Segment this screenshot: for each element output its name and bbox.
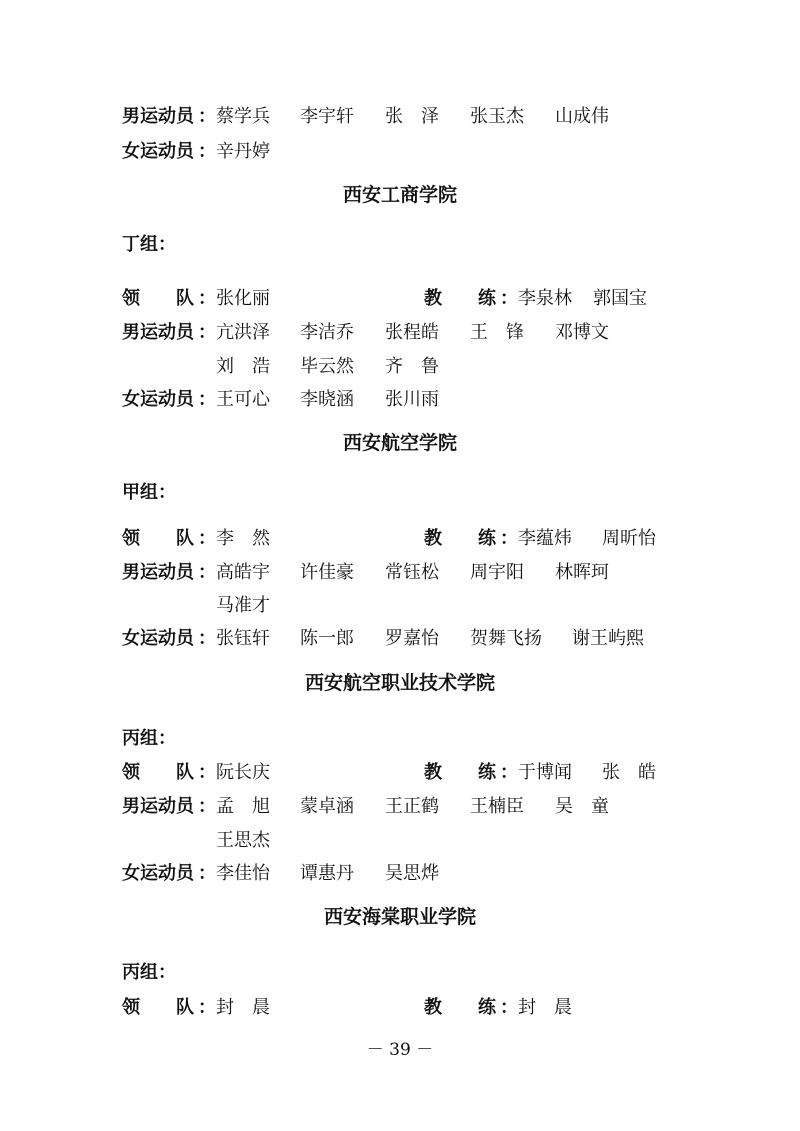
colon: ： <box>198 796 216 817</box>
male-athletes-row-continued <box>0 826 800 856</box>
leader-label: 领 队 <box>122 528 194 549</box>
athlete-name: 李洁乔 <box>300 322 354 343</box>
female-athletes-label: 女运动员 <box>122 863 194 884</box>
athlete-name: 许佳豪 <box>300 562 354 583</box>
athlete-name: 林晖珂 <box>555 562 609 583</box>
male-athletes-row <box>0 792 800 822</box>
athlete-name: 蒙卓涵 <box>300 796 354 817</box>
male-athletes-row <box>0 102 800 132</box>
colon: ： <box>198 528 216 549</box>
athlete-name: 王正鹤 <box>385 796 439 817</box>
leader-coach-row <box>0 284 800 314</box>
leader-name: 封 晨 <box>216 997 270 1018</box>
athlete-name: 王 锋 <box>470 322 524 343</box>
female-athletes-row <box>0 859 800 889</box>
athlete-name: 孟 旭 <box>216 796 270 817</box>
coach-label: 教 练 <box>424 997 496 1018</box>
school-title: 西安航空学院 <box>342 432 457 454</box>
leader-label: 领 队 <box>122 288 194 309</box>
coach-name: 封 晨 <box>518 997 572 1018</box>
colon: ： <box>198 322 216 343</box>
male-athletes-row-continued <box>0 591 800 621</box>
female-athletes-row <box>0 137 800 167</box>
male-athletes-row-continued <box>0 352 800 382</box>
athlete-name: 罗嘉怡 <box>385 628 439 649</box>
athlete-name: 谢王屿熙 <box>572 628 644 649</box>
athlete-name: 毕云然 <box>300 356 354 377</box>
coach-name: 周昕怡 <box>602 528 656 549</box>
male-athletes-label: 男运动员 <box>122 106 194 127</box>
athlete-name: 邓博文 <box>555 322 609 343</box>
female-athletes-label: 女运动员 <box>122 628 194 649</box>
leader-coach-row <box>0 993 800 1023</box>
coach-name: 张 皓 <box>602 762 656 783</box>
athlete-name: 陈一郎 <box>300 628 354 649</box>
athlete-name: 贺舞飞扬 <box>470 628 542 649</box>
coach-name: 李泉林 <box>518 288 572 309</box>
athlete-name: 张 泽 <box>385 106 439 127</box>
athlete-name: 张程皓 <box>385 322 439 343</box>
athlete-name: 周宇阳 <box>470 562 524 583</box>
group-label: 丁组： <box>122 234 176 255</box>
colon: ： <box>500 288 518 309</box>
leader-coach-row <box>0 758 800 788</box>
athlete-name: 王思杰 <box>216 830 270 851</box>
coach-label: 教 练 <box>424 528 496 549</box>
school-title: 西安航空职业技术学院 <box>304 672 495 694</box>
colon: ： <box>198 997 216 1018</box>
colon: ： <box>198 141 216 162</box>
colon: ： <box>198 288 216 309</box>
school-title: 西安工商学院 <box>342 184 457 206</box>
school-title: 西安海棠职业学院 <box>323 906 476 928</box>
athlete-name: 马准才 <box>216 595 270 616</box>
athlete-name: 李佳怡 <box>216 863 270 884</box>
colon: ： <box>198 863 216 884</box>
female-athletes-row <box>0 385 800 415</box>
colon: ： <box>198 106 216 127</box>
leader-coach-row <box>0 524 800 554</box>
female-athletes-label: 女运动员 <box>122 389 194 410</box>
colon: ： <box>198 389 216 410</box>
leader-name: 张化丽 <box>216 288 270 309</box>
athlete-name: 谭惠丹 <box>300 863 354 884</box>
leader-name: 阮长庆 <box>216 762 270 783</box>
athlete-name: 齐 鲁 <box>385 356 439 377</box>
colon: ： <box>198 762 216 783</box>
male-athletes-label: 男运动员 <box>122 796 194 817</box>
group-label: 丙组： <box>122 962 176 983</box>
athlete-name: 刘 浩 <box>216 356 270 377</box>
group-label: 丙组： <box>122 728 176 749</box>
colon: ： <box>500 997 518 1018</box>
leader-label: 领 队 <box>122 997 194 1018</box>
athlete-name: 高皓宇 <box>216 562 270 583</box>
leader-name: 李 然 <box>216 528 270 549</box>
athlete-name: 李宇轩 <box>300 106 354 127</box>
female-athletes-label: 女运动员 <box>122 141 194 162</box>
athlete-name: 常钰松 <box>385 562 439 583</box>
athlete-name: 吴 童 <box>555 796 609 817</box>
colon: ： <box>198 628 216 649</box>
page-number: － 39 － <box>366 1040 434 1060</box>
coach-label: 教 练 <box>424 762 496 783</box>
athlete-name: 张钰轩 <box>216 628 270 649</box>
colon: ： <box>500 762 518 783</box>
athlete-name: 李晓涵 <box>300 389 354 410</box>
female-athletes-row <box>0 624 800 654</box>
coach-label: 教 练 <box>424 288 496 309</box>
athlete-name: 亢洪泽 <box>216 322 270 343</box>
athlete-name: 吴思烨 <box>385 863 439 884</box>
athlete-name: 张川雨 <box>385 389 439 410</box>
coach-name: 李蕴炜 <box>518 528 572 549</box>
coach-name: 郭国宝 <box>593 288 647 309</box>
athlete-name: 王楠臣 <box>470 796 524 817</box>
male-athletes-row <box>0 318 800 348</box>
male-athletes-label: 男运动员 <box>122 322 194 343</box>
coach-name: 于博闻 <box>518 762 572 783</box>
athlete-name: 蔡学兵 <box>216 106 270 127</box>
athlete-name: 山成伟 <box>555 106 609 127</box>
male-athletes-row <box>0 558 800 588</box>
male-athletes-label: 男运动员 <box>122 562 194 583</box>
athlete-name: 辛丹婷 <box>216 141 270 162</box>
athlete-name: 张玉杰 <box>470 106 524 127</box>
leader-label: 领 队 <box>122 762 194 783</box>
colon: ： <box>198 562 216 583</box>
athlete-name: 王可心 <box>216 389 270 410</box>
group-label: 甲组： <box>122 482 176 503</box>
colon: ： <box>500 528 518 549</box>
